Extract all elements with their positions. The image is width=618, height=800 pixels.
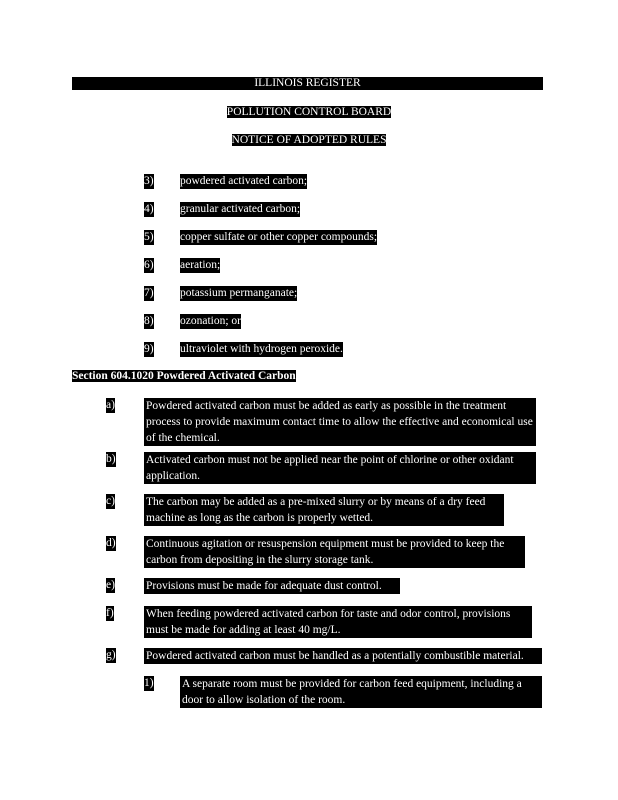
section-item-text: Provisions must be made for adequate dust control. [144, 578, 400, 594]
list-item-text: aeration; [180, 259, 221, 271]
list-item-text: ozonation; or [180, 315, 241, 327]
section-item-letter: g) [106, 649, 116, 661]
section-item-letter: b) [106, 453, 116, 465]
section-item-letter: c) [106, 495, 115, 507]
section-item-text: Powdered activated carbon must be handled as a potentially combustible material. [144, 648, 542, 664]
list-item-text: copper sulfate or other copper compounds; [180, 231, 378, 243]
list-item-number: 4) [144, 203, 154, 215]
list-item-number: 5) [144, 231, 154, 243]
section-item-letter: f) [106, 607, 114, 619]
list-item-text: powdered activated carbon; [180, 175, 308, 187]
section-item-text: Powdered activated carbon must be added as early as possible in the treatment process to provide maximum contact time to allow the effective and economical use of the chemical. [144, 398, 536, 446]
list-item-text: potassium permanganate; [180, 287, 298, 299]
section-item-letter: a) [106, 399, 115, 411]
list-item-text: granular activated carbon; [180, 203, 301, 215]
section-item-letter: e) [106, 579, 115, 591]
section-item-letter: d) [106, 537, 116, 549]
list-item-number: 9) [144, 343, 154, 355]
section-item-text: Activated carbon must not be applied near the point of chlorine or other oxidant application. [144, 452, 536, 484]
list-item-text: ultraviolet with hydrogen peroxide. [180, 343, 343, 355]
section-heading: Section 604.1020 Powdered Activated Carbon [72, 370, 296, 382]
board-title: POLLUTION CONTROL BOARD [226, 106, 392, 118]
list-item-number: 3) [144, 175, 154, 187]
register-title: ILLINOIS REGISTER [72, 77, 543, 90]
section-item-text: Continuous agitation or resuspension equipment must be provided to keep the carbon from depositing in the slurry storage tank. [144, 536, 525, 568]
notice-title: NOTICE OF ADOPTED RULES [231, 134, 387, 146]
list-item-number: 7) [144, 287, 154, 299]
section-item-text: When feeding powdered activated carbon for taste and odor control, provisions must be made for adding at least 40 mg/L. [144, 606, 532, 638]
notice-title-line [0, 133, 618, 147]
list-item-number: 8) [144, 315, 154, 327]
section-subitem-text: A separate room must be provided for carbon feed equipment, including a door to allow isolation of the room. [180, 676, 542, 708]
section-subitem-number: 1) [144, 677, 154, 689]
section-item-text: The carbon may be added as a pre-mixed slurry or by means of a dry feed machine as long as the carbon is properly wetted. [144, 494, 504, 526]
list-item-number: 6) [144, 259, 154, 271]
board-title-line [0, 105, 618, 119]
section-heading-line [72, 369, 296, 383]
